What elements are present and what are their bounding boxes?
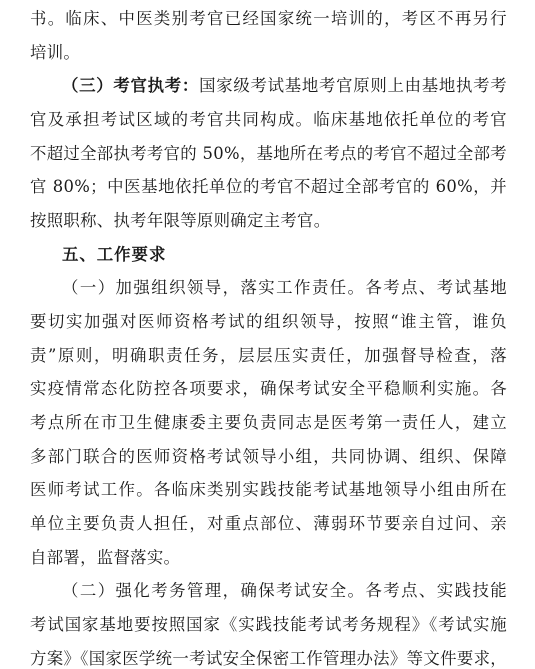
- paragraph-text-line: 官及承担考试区域的考官共同构成。临床基地依托单位的考官: [30, 110, 507, 129]
- section-heading: 五、工作要求: [62, 245, 167, 264]
- paragraph-text-line: 官 80%；中医基地依托单位的考官不超过全部考官的 60%，并: [30, 177, 507, 196]
- paragraph-text-line: 按照职称、执考年限等原则确定主考官。: [30, 211, 331, 230]
- paragraph-text-line: [62, 76, 507, 96]
- subsection-title: （三）考官执考：: [62, 76, 200, 95]
- paragraph-text-line: 实疫情常态化防控各项要求，确保考试安全平稳顺利实施。各: [30, 379, 507, 398]
- paragraph-text-line: 自部署，监督落实。: [30, 548, 181, 567]
- paragraph-text-line: （一）加强组织领导，落实工作责任。各考点、考试基地: [62, 278, 507, 297]
- paragraph-text-line: 书。临床、中医类别考官已经国家统一培训的，考区不再另行: [30, 9, 507, 28]
- paragraph-text-line: 方案》《国家医学统一考试安全保密工作管理办法》等文件要求，: [30, 649, 507, 668]
- paragraph-text-line: （二）强化考务管理，确保考试安全。各考点、实践技能: [62, 581, 507, 600]
- paragraph-text-line: 要切实加强对医师资格考试的组织领导，按照“谁主管，谁负: [30, 312, 507, 331]
- paragraph-text-line: 考点所在市卫生健康委主要负责同志是医考第一责任人，建立: [30, 413, 507, 432]
- paragraph-text-line: 单位主要负责人担任，对重点部位、薄弱环节要亲自过问、亲: [30, 514, 507, 533]
- paragraph-text: 国家级考试基地考官原则上由基地执考考: [199, 76, 507, 95]
- paragraph-text-line: 考试国家基地要按照国家《实践技能考试考务规程》《考试实施: [30, 615, 507, 634]
- paragraph-text-line: 多部门联合的医师资格考试领导小组，共同协调、组织、保障: [30, 447, 507, 466]
- paragraph-text-line: 不超过全部执考考官的 50%，基地所在考点的考官不超过全部考: [30, 144, 507, 163]
- paragraph-text-line: 培训。: [30, 43, 81, 62]
- paragraph-text-line: 医师考试工作。各临床类别实践技能考试基地领导小组由所在: [30, 480, 507, 499]
- paragraph-text-line: 责”原则，明确职责任务，层层压实责任，加强督导检查，落: [30, 346, 507, 365]
